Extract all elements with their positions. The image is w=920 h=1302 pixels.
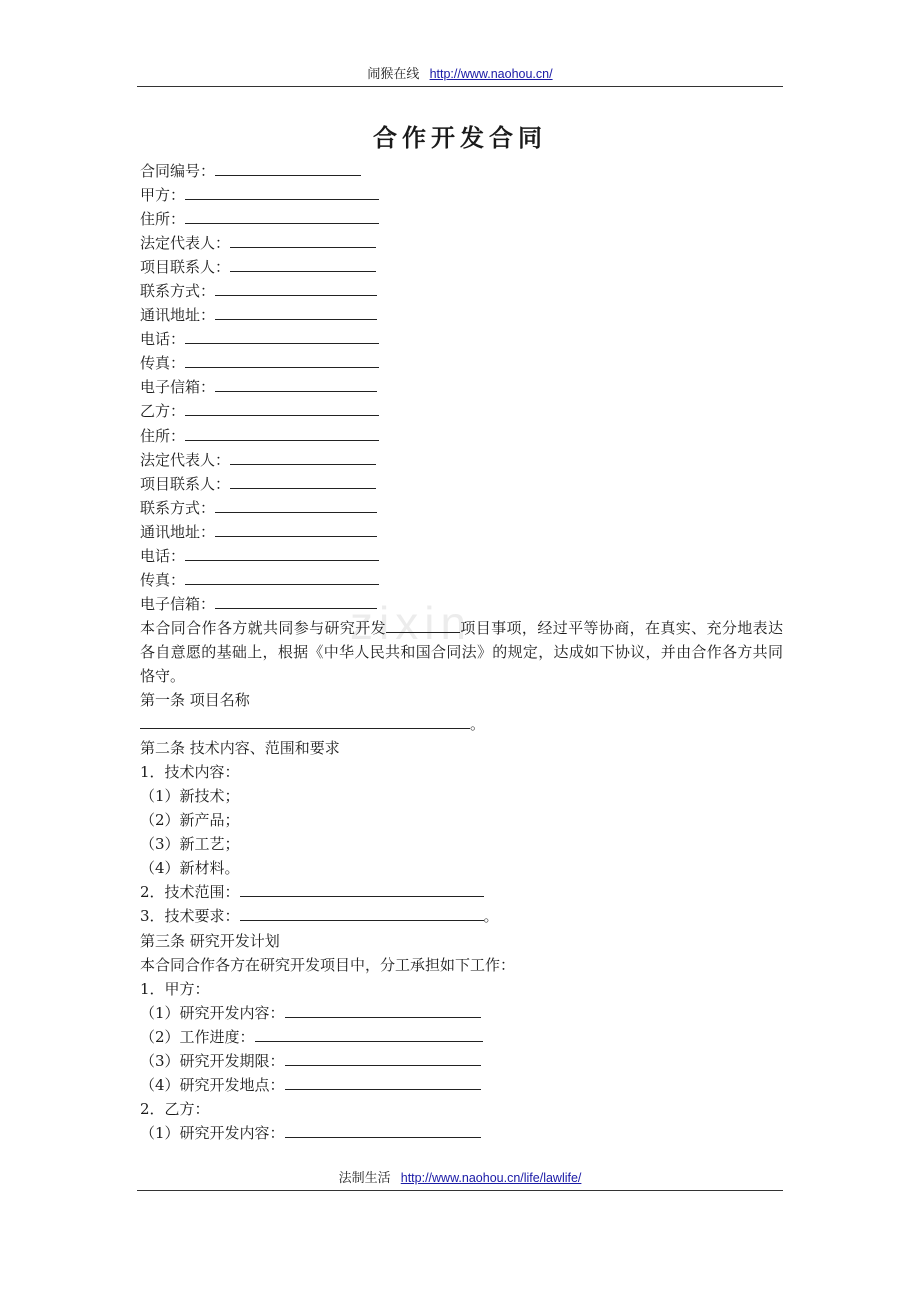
field-legal-rep: 法定代表人： — [140, 448, 783, 472]
fill-blank[interactable] — [215, 280, 377, 296]
field-address: 住所： — [140, 424, 783, 448]
field-fax: 传真： — [140, 568, 783, 592]
list-item: （3）研究开发期限： — [140, 1049, 783, 1073]
list-item: （4）新材料。 — [140, 859, 240, 878]
field-contact-person: 项目联系人： — [140, 472, 783, 496]
field-legal-rep: 法定代表人： — [140, 231, 783, 255]
fill-blank[interactable] — [185, 569, 379, 585]
list-item: （1）研究开发内容： — [140, 1001, 783, 1025]
article-3-party-a: 1．甲方： — [140, 979, 210, 998]
field-address: 住所： — [140, 207, 783, 231]
fill-blank[interactable] — [185, 545, 379, 561]
field-contract-no: 合同编号： — [140, 159, 783, 183]
fill-blank[interactable] — [215, 304, 377, 320]
fill-blank[interactable] — [185, 208, 379, 224]
fill-blank[interactable] — [185, 425, 379, 441]
article-1-heading: 第一条 项目名称 — [140, 691, 250, 710]
list-item: （4）研究开发地点： — [140, 1073, 783, 1097]
field-contact-person: 项目联系人： — [140, 255, 783, 279]
list-item: （1）研究开发内容： — [140, 1121, 783, 1145]
list-item: （3）新工艺； — [140, 835, 240, 854]
field-phone: 电话： — [140, 327, 783, 351]
fill-blank[interactable] — [215, 160, 361, 176]
fill-blank[interactable] — [140, 713, 470, 729]
document-title: 合作开发合同 — [373, 123, 547, 152]
article-2-heading: 第二条 技术内容、范围和要求 — [140, 739, 340, 758]
list-item: （2）工作进度： — [140, 1025, 783, 1049]
field-party-a: 甲方： — [140, 183, 783, 207]
fill-blank[interactable] — [285, 1122, 481, 1138]
field-mail-address: 通讯地址： — [140, 303, 783, 327]
page-header — [137, 64, 783, 87]
field-email: 电子信箱： — [140, 592, 783, 616]
fill-blank[interactable] — [185, 184, 379, 200]
fill-blank[interactable] — [215, 376, 377, 392]
fill-blank[interactable] — [230, 473, 376, 489]
page-footer — [137, 1168, 783, 1191]
footer-link[interactable]: http://www.naohou.cn/life/lawlife/ — [400, 1171, 582, 1185]
fill-blank[interactable] — [240, 905, 484, 921]
article-1-blank-line: 。 — [140, 712, 783, 736]
article-3-heading: 第三条 研究开发计划 — [140, 931, 280, 950]
fill-blank[interactable] — [285, 1050, 481, 1066]
field-contact-method: 联系方式： — [140, 279, 783, 303]
document-body — [140, 159, 783, 1145]
fill-blank[interactable] — [240, 881, 484, 897]
fill-blank[interactable] — [285, 1074, 481, 1090]
article-3-intro: 本合同合作各方在研究开发项目中，分工承担如下工作： — [140, 955, 516, 974]
fill-blank[interactable] — [215, 497, 377, 513]
field-contact-method: 联系方式： — [140, 496, 783, 520]
header-link[interactable]: http://www.naohou.cn/ — [429, 67, 553, 81]
footer-label: 法制生活 — [338, 1171, 391, 1186]
article-3-party-b: 2．乙方： — [140, 1099, 210, 1118]
fill-blank[interactable] — [255, 1026, 483, 1042]
list-item: （2）新产品； — [140, 811, 240, 830]
fill-blank[interactable] — [185, 400, 379, 416]
field-party-b: 乙方： — [140, 399, 783, 423]
fill-blank[interactable] — [230, 232, 376, 248]
fill-blank[interactable] — [386, 617, 460, 633]
header-site-name: 闹猴在线 — [367, 67, 420, 82]
list-item: （1）新技术； — [140, 787, 240, 806]
fill-blank[interactable] — [215, 593, 377, 609]
field-email: 电子信箱： — [140, 375, 783, 399]
watermark: zixin — [350, 597, 473, 649]
field-fax: 传真： — [140, 351, 783, 375]
fill-blank[interactable] — [185, 352, 379, 368]
fill-blank[interactable] — [230, 256, 376, 272]
fill-blank[interactable] — [215, 521, 377, 537]
fill-blank[interactable] — [230, 449, 376, 465]
fill-blank[interactable] — [185, 328, 379, 344]
article-2-item-1: 1．技术内容： — [140, 763, 240, 782]
intro-paragraph: 本合同合作各方就共同参与研究开发 项目事项，经过平等协商，在真实、充分地表达各自意愿的基础上，根据《中华人民共和国合同法》的规定，达成如下协议，并由合作各方共同恪守。 — [140, 618, 783, 685]
fill-blank[interactable] — [285, 1002, 481, 1018]
article-2-item-2: 2．技术范围： — [140, 880, 783, 904]
article-2-item-3: 3．技术要求： 。 — [140, 907, 499, 926]
field-phone: 电话： — [140, 544, 783, 568]
field-mail-address: 通讯地址： — [140, 520, 783, 544]
